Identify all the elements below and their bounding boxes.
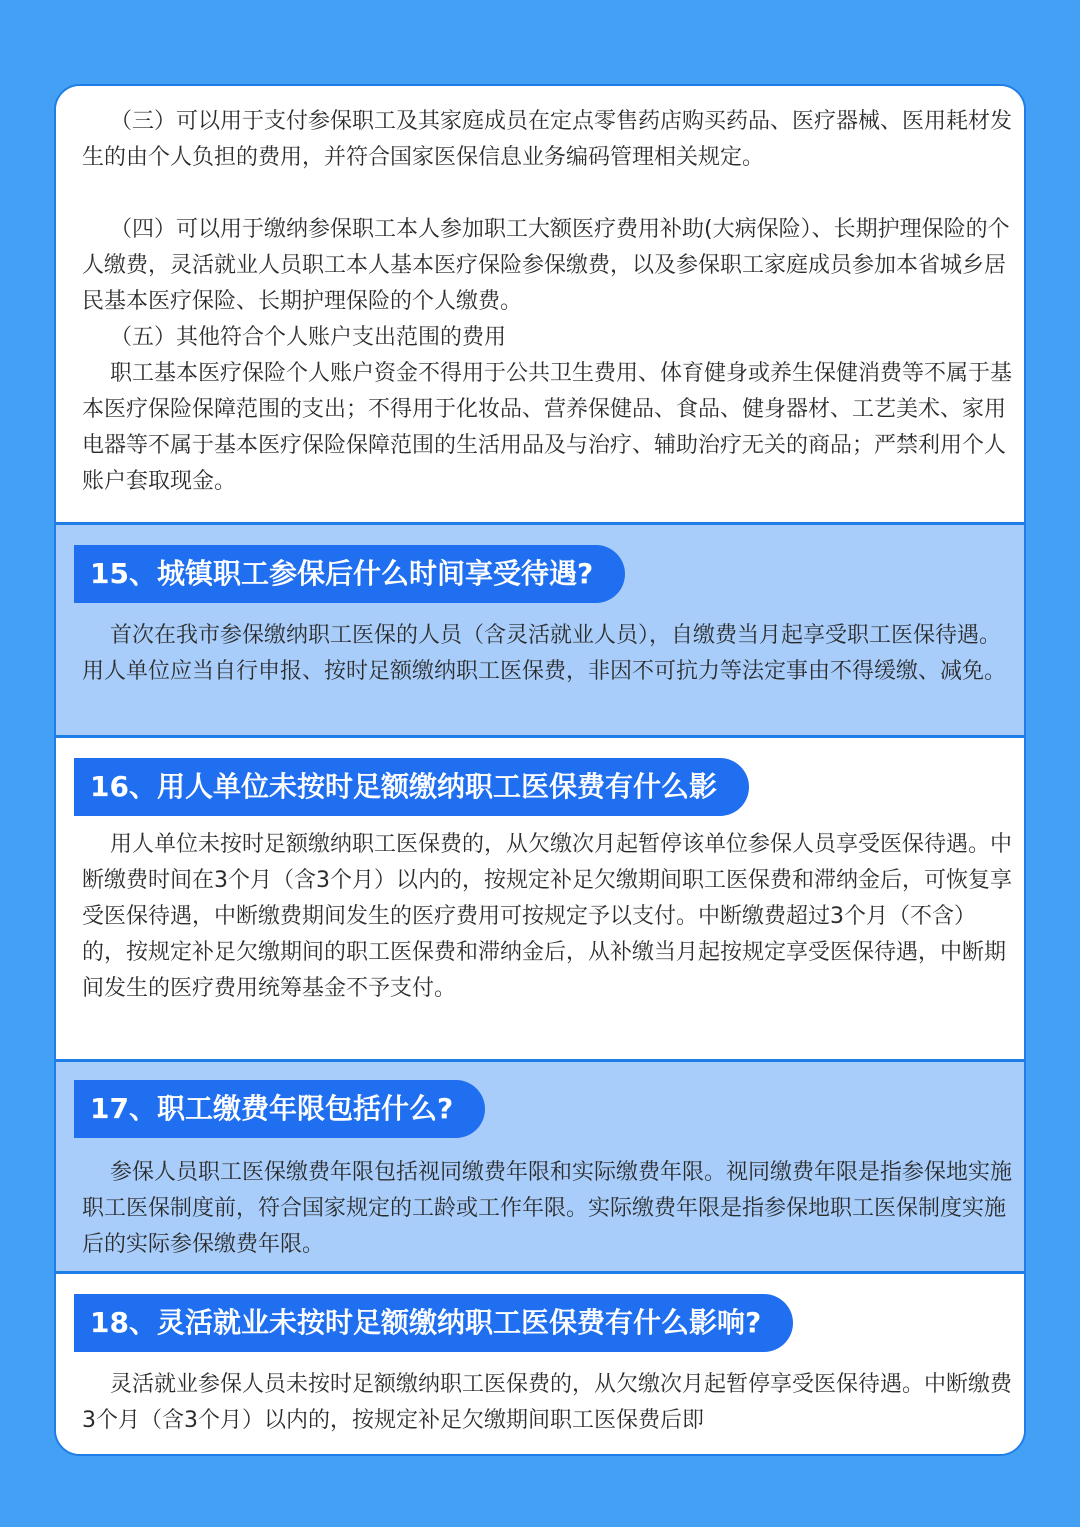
- answer-text: 参保人员职工医保缴费年限包括视同缴费年限和实际缴费年限。视同缴费年限是指参保地实施职工医保制度前，符合国家规定的工龄或工作年限。实际缴费年限是指参保地职工医保制度实施后的实际参保缴费年限。: [82, 1160, 1012, 1257]
- answer-text: 首次在我市参保缴纳职工医保的人员（含灵活就业人员），自缴费当月起享受职工医保待遇。 用人单位应当自行申报、按时足额缴纳职工医保费，非因不可抗力等法定事由不得缓缴、减免。: [82, 623, 1008, 684]
- content-card: [54, 84, 1026, 1456]
- intro-section: [56, 86, 1024, 522]
- intro-paragraph: （四）可以用于缴纳参保职工本人参加职工大额医疗费用补助(大病保险）、长期护理保险的个人缴费，灵活就业人员职工本人基本医疗保险参保缴费，以及参保职工家庭成员参加本省城乡居民基本医疗保险、长期护理保险的个人缴费。: [82, 217, 1010, 314]
- question-heading: 16、用人单位未按时足额缴纳职工医保费有什么影: [74, 758, 749, 816]
- question-heading: 17、职工缴费年限包括什么?: [74, 1080, 485, 1138]
- qa-section-18: [56, 1274, 1024, 1456]
- intro-paragraph: （三）可以用于支付参保职工及其家庭成员在定点零售药店购买药品、医疗器械、医用耗材发生的由个人负担的费用，并符合国家医保信息业务编码管理相关规定。: [82, 109, 1012, 170]
- qa-section-16: [56, 738, 1024, 1059]
- answer-text: 用人单位未按时足额缴纳职工医保费的，从欠缴次月起暂停该单位参保人员享受医保待遇。中断缴费时间在3个月（含3个月）以内的，按规定补足欠缴期间职工医保费和滞纳金后，可恢复享受医保待遇，中断缴费期间发生的医疗费用可按规定予以支付。中断缴费超过3个月（不含）的，按规定补足欠缴期间的职工医保费和滞纳金后，从补缴当月起按规定享受医保待遇，中断期间发生的医疗费用统筹基金不予支付。: [82, 832, 1012, 1001]
- qa-section-15: [56, 525, 1024, 735]
- answer-text: 灵活就业参保人员未按时足额缴纳职工医保费的，从欠缴次月起暂停享受医保待遇。中断缴费3个月（含3个月）以内的，按规定补足欠缴期间职工医保费后即: [82, 1372, 1012, 1433]
- question-heading: 18、灵活就业未按时足额缴纳职工医保费有什么影响?: [74, 1294, 793, 1352]
- question-heading: 15、城镇职工参保后什么时间享受待遇?: [74, 545, 625, 603]
- intro-paragraph: 职工基本医疗保险个人账户资金不得用于公共卫生费用、体育健身或养生保健消费等不属于基本医疗保险保障范围的支出；不得用于化妆品、营养保健品、食品、健身器材、工艺美术、家用电器等不属于基本医疗保险保障范围的生活用品及与治疗、辅助治疗无关的商品；严禁利用个人账户套取现金。: [82, 361, 1012, 494]
- qa-section-17: [56, 1062, 1024, 1271]
- intro-paragraph: （五）其他符合个人账户支出范围的费用: [82, 325, 506, 350]
